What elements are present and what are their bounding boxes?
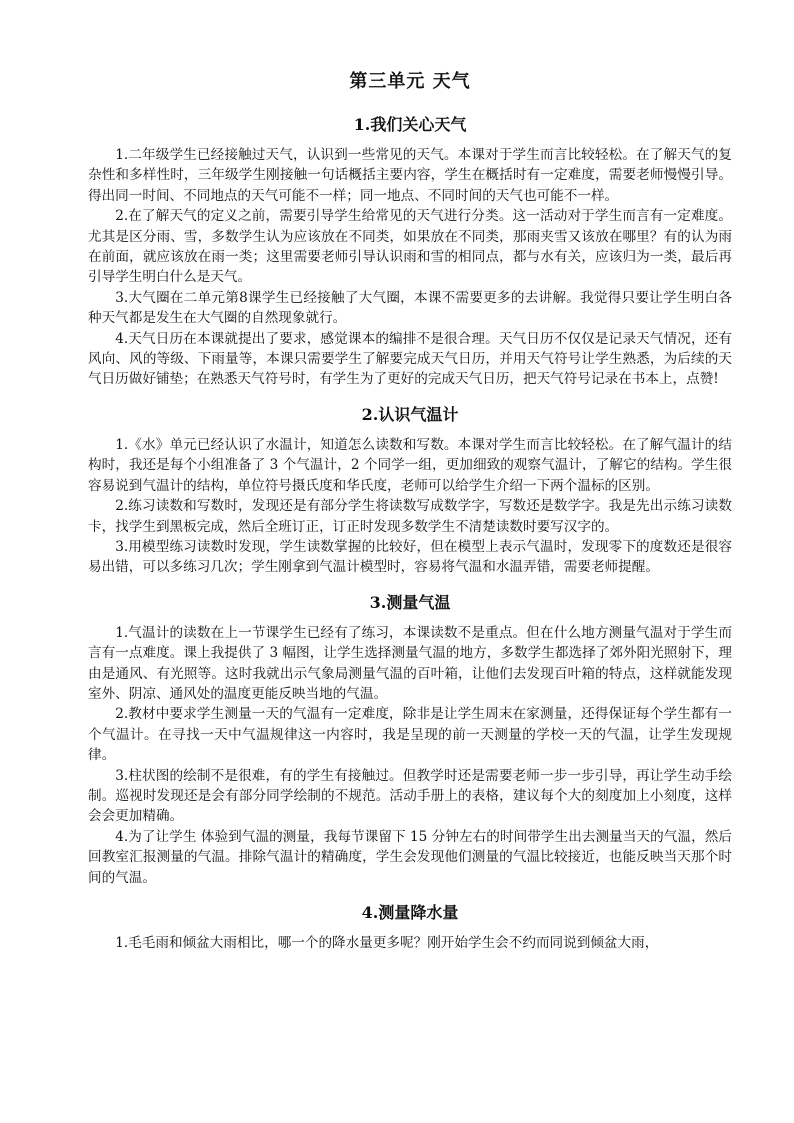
section-heading: 2.认识气温计: [361, 404, 459, 424]
section-heading: 1.我们关心天气: [353, 115, 467, 134]
paragraph: 3.柱状图的绘制不是很难，有的学生有接触过。但教学时还是需要老师一步一步引导，再让学生动手绘制。巡视时发现还是会有部分同学绘制的不规范。活动手册上的表格，建议每个大的刻度加上小刻度，这样会会更加精确。: [88, 767, 732, 825]
paragraph: 1.毛毛雨和倾盆大雨相比，哪一个的降水量更多呢？刚开始学生会不约而同说到倾盆大雨，: [115, 935, 659, 951]
section-heading: 3.测量气温: [369, 592, 451, 612]
section-1: [88, 114, 732, 390]
section-2: [88, 404, 732, 578]
paragraph: 1.二年级学生已经接触过天气，认识到一些常见的天气。本课对于学生而言比较轻松。在了解天气的复杂性和多样性时，三年级学生刚接触一句话概括主要内容，学生在概括时有一定难度，需要老师慢慢引导。得出同一时间、不同地点的天气可能不一样；同一地点、不同时间的天气也可能不一样。: [88, 147, 732, 204]
paragraph: 1.气温计的读数在上一节课学生已经有了练习，本课读数不是重点。但在什么地方测量气温对于学生而言有一点难度。课上我提供了 3 幅图，让学生选择测量气温的地方，多数学生都选择了郊外阳光照射下，理由是通风、有光照等。这时我就出示气象局测量气温的百叶箱，让他们去发现百叶箱的特点，这样就能发现室外、阴凉、通风处的温度更能反映当地的气温。: [88, 624, 732, 702]
document-page: [88, 68, 732, 953]
section-heading: 4.测量降水量: [361, 903, 459, 922]
paragraph: 2.练习读数和写数时，发现还是有部分学生将读数写成数学字，写数还是数学字。我是先出示练习读数卡，找学生到黑板完成，然后全班订正，订正时发现多数学生不清楚读数时要写汉字的。: [88, 498, 732, 535]
section-3: [88, 592, 732, 888]
paragraph: 4.为了让学生 体验到气温的测量，我每节课留下 15 分钟左右的时间带学生出去测量当天的气温，然后回教室汇报测量的气温。排除气温计的精确度，学生会发现他们测量的气温比较接近，也能反映当天那个时间的气温。: [88, 828, 732, 886]
paragraph: 2.在了解天气的定义之前，需要引导学生给常见的天气进行分类。这一活动对于学生而言有一定难度。尤其是区分雨、雪，多数学生认为应该放在不同类，如果放在不同类，那雨夹雪又该放在哪里？有的认为雨在前面，就应该放在雨一类；这里需要老师引导认识雨和雪的相同点，都与水有关，应该归为一类，最后再引导学生明白什么是天气。: [88, 208, 732, 286]
paragraph: 3.大气圈在二单元第8课学生已经接触了大气圈，本课不需要更多的去讲解。我觉得只要让学生明白各种天气都是发生在大气圈的自然现象就行。: [88, 289, 732, 327]
section-4: [88, 902, 732, 953]
paragraph: 2.教材中要求学生测量一天的气温有一定难度，除非是让学生周末在家测量，还得保证每个学生都有一个气温计。在寻找一天中气温规律这一内容时，我是呈现的前一天测量的学校一天的气温，让学生发现规律。: [88, 706, 732, 764]
paragraph: 1.《水》单元已经认识了水温计，知道怎么读数和写数。本课对学生而言比较轻松。在了解气温计的结构时，我还是每个小组准备了 3 个气温计，2 个同学一组，更加细致的观察气温计，了解它的结构。学生很容易说到气温计的结构，单位符号摄氏度和华氏度，老师可以给学生介绍一下两个温标的区别。: [88, 436, 732, 494]
paragraph: 3.用模型练习读数时发现，学生读数掌握的比较好，但在模型上表示气温时，发现零下的度数还是很容易出错，可以多练习几次；学生刚拿到气温计模型时，容易将气温和水温弄错，需要老师提醒。: [88, 538, 732, 576]
document-title: 第三单元 天气: [349, 71, 471, 92]
paragraph: 4.天气日历在本课就提出了要求，感觉课本的编排不是很合理。天气日历不仅仅是记录天气情况，还有风向、风的等级、下雨量等，本课只需要学生了解要完成天气日历，并用天气符号让学生熟悉，为后续的天气日历做好铺垫；在熟悉天气符号时，有学生为了更好的完成天气日历，把天气符号记录在书本上，点赞!: [88, 330, 732, 388]
